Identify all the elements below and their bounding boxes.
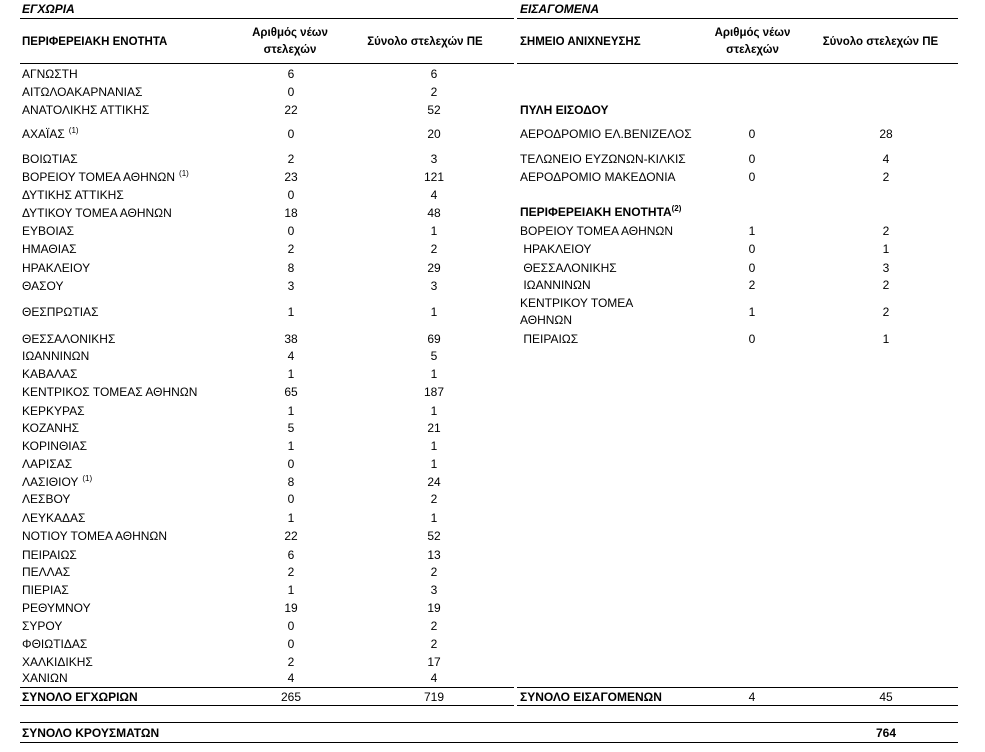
detection-point-name: ΑΕΡΟΔΡΟΜΙΟ ΕΛ.ΒΕΝΙΖΕΛΟΣ (520, 127, 692, 141)
new-cases-value: 0 (287, 224, 295, 238)
total-cases-value: 4 (430, 188, 438, 202)
total-cases-value: 1 (882, 242, 890, 256)
region-name: ΝΟΤΙΟΥ ΤΟΜΕΑ ΑΘΗΝΩΝ (22, 529, 168, 543)
region-name: ΚΟΖΑΝΗΣ (22, 421, 80, 435)
total-cases-value: 2 (430, 85, 438, 99)
new-cases-value: 1 (287, 439, 295, 453)
detection-point-name: ΒΟΡΕΙΟΥ ΤΟΜΕΑ ΑΘΗΝΩΝ (520, 224, 674, 238)
total-cases-value: 2 (430, 619, 438, 633)
divider (20, 722, 958, 723)
column-header-total: Σύνολο στελεχών ΠΕ (822, 36, 939, 48)
new-cases-value: 0 (748, 332, 756, 346)
region-name: ΦΘΙΩΤΙΔΑΣ (22, 637, 88, 651)
section-title-domestic: ΕΓΧΩΡΙΑ (22, 2, 75, 16)
total-cases-value: 2 (882, 224, 890, 238)
region-name: ΧΑΛΚΙΔΙΚΗΣ (22, 655, 93, 669)
region-name: ΗΜΑΘΙΑΣ (22, 242, 77, 256)
total-cases-value: 3 (430, 279, 438, 293)
group-title-entry-gate: ΠΥΛΗ ΕΙΣΟΔΟΥ (520, 103, 609, 117)
region-name: ΠΙΕΡΙΑΣ (22, 583, 69, 597)
detection-point-name: ΠΕΙΡΑΙΩΣ (520, 332, 579, 346)
detection-point-name: ΗΡΑΚΛΕΙΟΥ (520, 242, 592, 256)
grand-total-label: ΣΥΝΟΛΟ ΚΡΟΥΣΜΑΤΩΝ (22, 726, 160, 740)
region-name: ΕΥΒΟΙΑΣ (22, 224, 75, 238)
new-cases-value: 1 (748, 224, 756, 238)
divider (517, 18, 958, 19)
total-domestic-new: 265 (280, 690, 302, 704)
total-cases-value: 1 (430, 439, 438, 453)
new-cases-value: 2 (287, 242, 295, 256)
new-cases-value: 4 (287, 671, 295, 685)
region-name: ΣΥΡΟΥ (22, 619, 63, 633)
total-cases-value: 1 (430, 367, 438, 381)
total-cases-value: 5 (430, 349, 438, 363)
detection-point-name: ΑΕΡΟΔΡΟΜΙΟ ΜΑΚΕΔΟΝΙΑ (520, 170, 676, 184)
region-name: ΚΕΝΤΡΙΚΟΣ ΤΟΜΕΑΣ ΑΘΗΝΩΝ (22, 385, 198, 399)
total-cases-value: 24 (427, 475, 441, 489)
total-cases-value: 1 (430, 404, 438, 418)
total-cases-value: 48 (427, 206, 441, 220)
total-cases-value: 1 (882, 332, 890, 346)
total-cases-value: 19 (427, 601, 441, 615)
new-cases-value: 1 (287, 583, 295, 597)
new-cases-value: 5 (287, 421, 295, 435)
new-cases-value: 1 (287, 511, 295, 525)
total-cases-value: 2 (882, 278, 890, 292)
column-header-total: Σύνολο στελεχών ΠΕ (367, 36, 483, 48)
total-cases-value: 2 (882, 305, 890, 319)
detection-point-name: ΤΕΛΩΝΕΙΟ ΕΥΖΩΝΩΝ-ΚΙΛΚΙΣ (520, 152, 686, 166)
divider (20, 742, 958, 743)
region-name: ΠΕΙΡΑΙΩΣ (22, 548, 77, 562)
total-imported-new: 4 (748, 690, 756, 704)
total-cases-value: 17 (427, 655, 441, 669)
divider (20, 687, 514, 688)
divider (20, 63, 514, 64)
new-cases-value: 19 (284, 601, 298, 615)
total-cases-value: 13 (427, 548, 441, 562)
total-cases-value: 2 (430, 242, 438, 256)
total-cases-value: 6 (430, 67, 438, 81)
total-imported-label: ΣΥΝΟΛΟ ΕΙΣΑΓΟΜΕΝΩΝ (520, 690, 662, 704)
new-cases-value: 0 (748, 261, 756, 275)
region-name: ΑΝΑΤΟΛΙΚΗΣ ΑΤΤΙΚΗΣ (22, 103, 150, 117)
new-cases-value: 0 (748, 242, 756, 256)
region-name: ΚΕΡΚΥΡΑΣ (22, 404, 85, 418)
total-cases-value: 2 (430, 565, 438, 579)
new-cases-value: 8 (287, 475, 295, 489)
new-cases-value: 1 (287, 404, 295, 418)
region-name: ΘΕΣΠΡΩΤΙΑΣ (22, 305, 99, 319)
total-cases-value: 1 (430, 305, 438, 319)
new-cases-value: 2 (287, 565, 295, 579)
region-name: ΑΙΤΩΛΟΑΚΑΡΝΑΝΙΑΣ (22, 85, 143, 99)
group-title-regional-unit: ΠΕΡΙΦΕΡΕΙΑΚΗ ΕΝΟΤΗΤΑ$^{(2)}$ (520, 204, 682, 219)
region-name: ΡΕΘΥΜΝΟΥ (22, 601, 91, 615)
divider (20, 18, 514, 19)
total-cases-value: 1 (430, 224, 438, 238)
total-cases-value: 69 (427, 332, 441, 346)
section-title-imported: ΕΙΣΑΓΟΜΕΝΑ (520, 2, 600, 16)
total-domestic-total: 719 (423, 690, 445, 704)
total-cases-value: 4 (430, 671, 438, 685)
new-cases-value: 1 (748, 305, 756, 319)
region-name: ΛΕΣΒΟΥ (22, 492, 71, 506)
total-cases-value: 2 (430, 492, 438, 506)
new-cases-value: 2 (287, 655, 295, 669)
region-name: ΑΧΑΪΑΣ $^{(1)}$ (22, 126, 79, 141)
new-cases-value: 0 (748, 127, 756, 141)
divider (517, 687, 958, 688)
region-name: ΑΓΝΩΣΤΗ (22, 67, 78, 81)
column-header-new-cases: Αριθμός νέων στελεχών (714, 27, 791, 56)
total-cases-value: 4 (882, 152, 890, 166)
grand-total-value: 764 (875, 726, 897, 740)
new-cases-value: 3 (287, 279, 295, 293)
new-cases-value: 0 (287, 492, 295, 506)
new-cases-value: 0 (287, 457, 295, 471)
column-header-region: ΠΕΡΙΦΕΡΕΙΑΚΗ ΕΝΟΤΗΤΑ (22, 36, 168, 48)
total-cases-value: 1 (430, 511, 438, 525)
region-name: ΛΕΥΚΑΔΑΣ (22, 511, 86, 525)
region-name: ΚΑΒΑΛΑΣ (22, 367, 78, 381)
total-cases-value: 2 (882, 170, 890, 184)
column-header-detection-point: ΣΗΜΕΙΟ ΑΝΙΧΝΕΥΣΗΣ (520, 36, 641, 48)
new-cases-value: 0 (287, 619, 295, 633)
total-cases-value: 29 (427, 261, 441, 275)
total-cases-value: 3 (430, 152, 438, 166)
new-cases-value: 2 (748, 278, 756, 292)
new-cases-value: 0 (287, 127, 295, 141)
new-cases-value: 18 (284, 206, 298, 220)
region-name: ΙΩΑΝΝΙΝΩΝ (22, 349, 90, 363)
region-name: ΛΑΣΙΘΙΟΥ $^{(1)}$ (22, 474, 93, 489)
region-name: ΔΥΤΙΚΗΣ ΑΤΤΙΚΗΣ (22, 188, 124, 202)
new-cases-value: 6 (287, 67, 295, 81)
detection-point-name: ΙΩΑΝΝΙΝΩΝ (520, 278, 591, 292)
total-cases-value: 3 (430, 583, 438, 597)
total-cases-value: 3 (882, 261, 890, 275)
column-header-new-cases: Αριθμός νέων στελεχών (252, 27, 328, 56)
divider (517, 63, 958, 64)
new-cases-value: 8 (287, 261, 295, 275)
region-name: ΧΑΝΙΩΝ (22, 671, 68, 685)
total-domestic-label: ΣΥΝΟΛΟ ΕΓΧΩΡΙΩΝ (22, 690, 138, 704)
divider (20, 705, 514, 706)
new-cases-value: 65 (284, 385, 298, 399)
divider (517, 705, 958, 706)
new-cases-value: 0 (287, 188, 295, 202)
region-name: ΒΟΡΕΙΟΥ ΤΟΜΕΑ ΑΘΗΝΩΝ $^{(1)}$ (22, 169, 189, 184)
new-cases-value: 6 (287, 548, 295, 562)
total-cases-value: 52 (427, 529, 441, 543)
detection-point-name: ΘΕΣΣΑΛΟΝΙΚΗΣ (520, 261, 617, 275)
total-cases-value: 2 (430, 637, 438, 651)
region-name: ΚΟΡΙΝΘΙΑΣ (22, 439, 88, 453)
total-cases-value: 21 (427, 421, 441, 435)
total-imported-total: 45 (879, 690, 893, 704)
new-cases-value: 0 (748, 170, 756, 184)
total-cases-value: 187 (423, 385, 445, 399)
new-cases-value: 22 (284, 103, 298, 117)
detection-point-name: ΚΕΝΤΡΙΚΟΥ ΤΟΜΕΑ ΑΘΗΝΩΝ (520, 296, 634, 327)
region-name: ΘΑΣΟΥ (22, 279, 64, 293)
region-name: ΠΕΛΛΑΣ (22, 565, 71, 579)
new-cases-value: 22 (284, 529, 298, 543)
new-cases-value: 2 (287, 152, 295, 166)
new-cases-value: 1 (287, 305, 295, 319)
region-name: ΛΑΡΙΣΑΣ (22, 457, 73, 471)
new-cases-value: 4 (287, 349, 295, 363)
new-cases-value: 0 (748, 152, 756, 166)
total-cases-value: 121 (423, 170, 445, 184)
total-cases-value: 28 (879, 127, 893, 141)
region-name: ΔΥΤΙΚΟΥ ΤΟΜΕΑ ΑΘΗΝΩΝ (22, 206, 172, 220)
region-name: ΒΟΙΩΤΙΑΣ (22, 152, 78, 166)
region-name: ΘΕΣΣΑΛΟΝΙΚΗΣ (22, 332, 116, 346)
region-name: ΗΡΑΚΛΕΙΟΥ (22, 261, 91, 275)
new-cases-value: 0 (287, 85, 295, 99)
new-cases-value: 38 (284, 332, 298, 346)
total-cases-value: 20 (427, 127, 441, 141)
total-cases-value: 52 (427, 103, 441, 117)
total-cases-value: 1 (430, 457, 438, 471)
new-cases-value: 23 (284, 170, 298, 184)
new-cases-value: 1 (287, 367, 295, 381)
new-cases-value: 0 (287, 637, 295, 651)
